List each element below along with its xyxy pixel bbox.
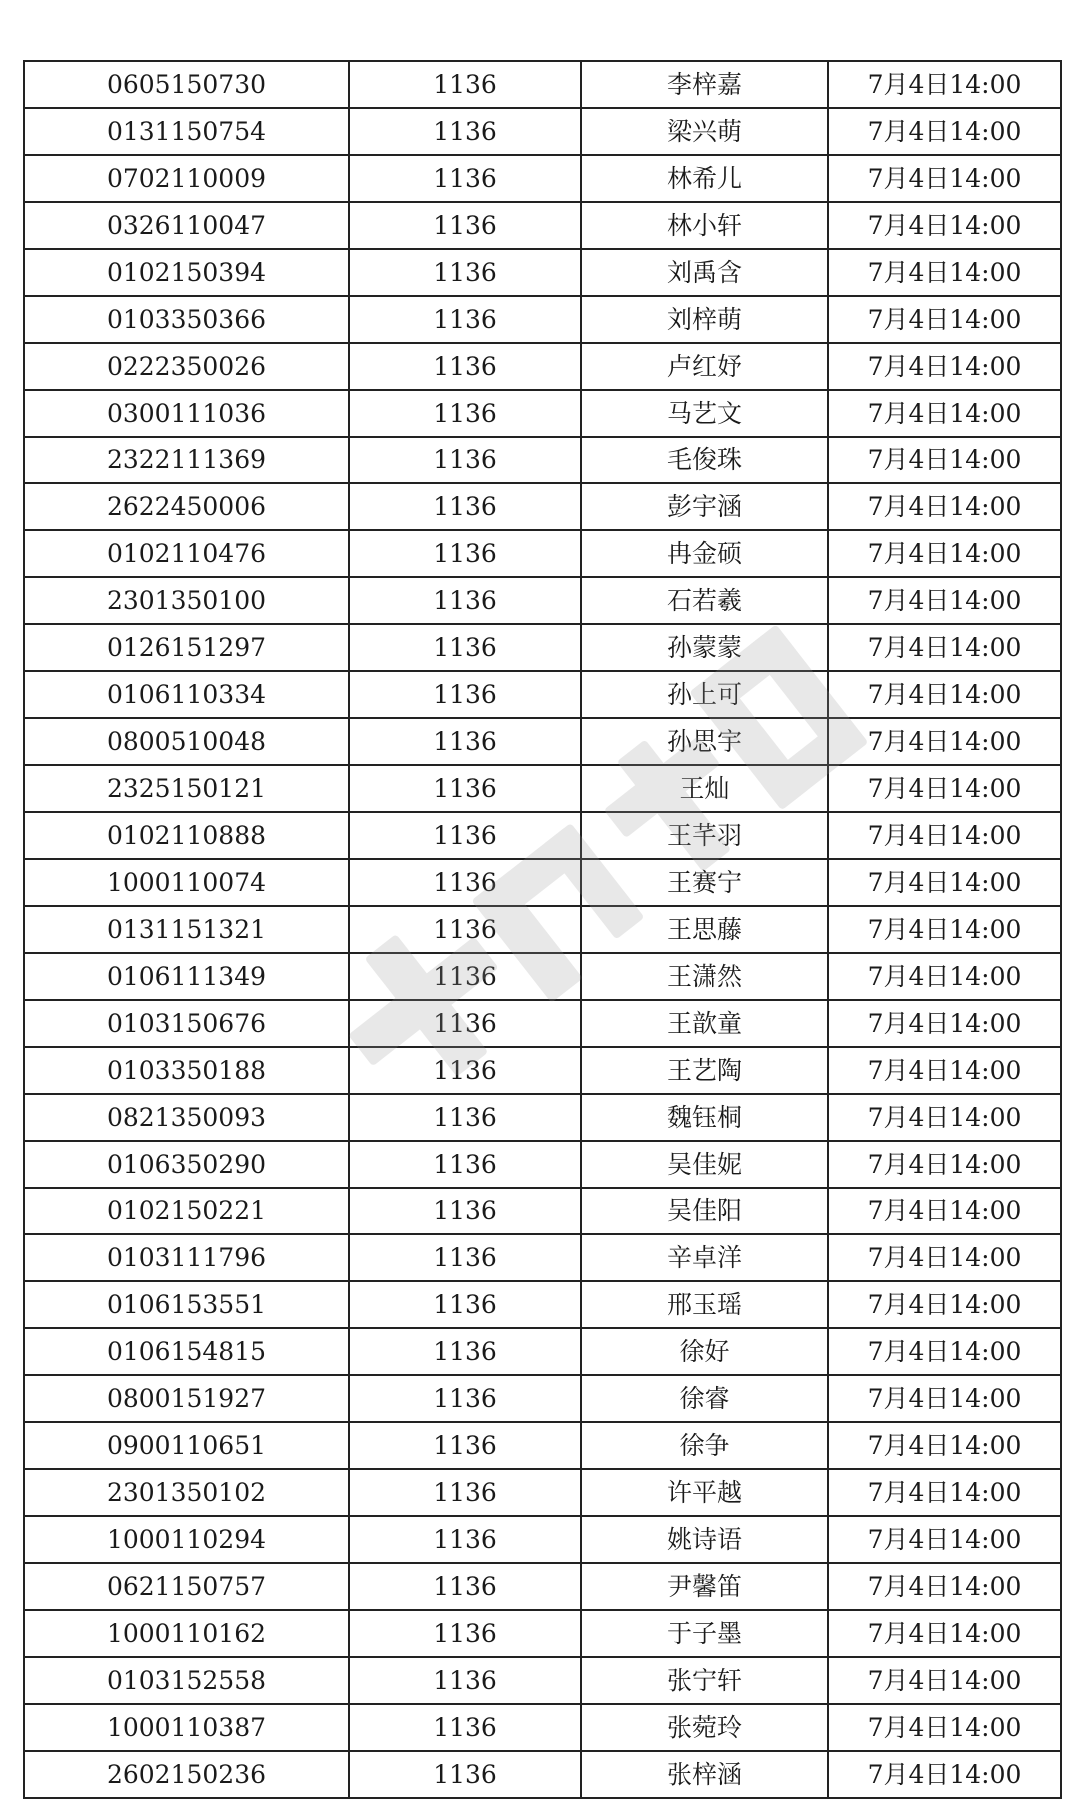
table-row <box>24 1281 1061 1328</box>
exam-id-cell: 0103150676 <box>24 1000 349 1047</box>
code-cell: 1136 <box>349 718 581 765</box>
table-row <box>24 1422 1061 1469</box>
code-cell: 1136 <box>349 812 581 859</box>
table-row <box>24 812 1061 859</box>
name-cell: 冉金硕 <box>581 530 828 577</box>
name-cell: 吴佳妮 <box>581 1141 828 1188</box>
name-cell: 王歆童 <box>581 1000 828 1047</box>
code-cell: 1136 <box>349 61 581 108</box>
code-cell: 1136 <box>349 1563 581 1610</box>
name-cell: 张宁轩 <box>581 1657 828 1704</box>
exam-id-cell: 0126151297 <box>24 624 349 671</box>
code-cell: 1136 <box>349 1047 581 1094</box>
name-cell: 孙上可 <box>581 671 828 718</box>
name-cell: 徐好 <box>581 1328 828 1375</box>
code-cell: 1136 <box>349 249 581 296</box>
name-cell: 林小轩 <box>581 202 828 249</box>
time-cell: 7月4日14:00 <box>828 249 1061 296</box>
name-cell: 卢红妤 <box>581 343 828 390</box>
exam-id-cell: 0106350290 <box>24 1141 349 1188</box>
exam-id-cell: 0621150757 <box>24 1563 349 1610</box>
time-cell: 7月4日14:00 <box>828 577 1061 624</box>
name-cell: 于子墨 <box>581 1610 828 1657</box>
exam-id-cell: 1000110294 <box>24 1516 349 1563</box>
table-row <box>24 1704 1061 1751</box>
name-cell: 辛卓洋 <box>581 1234 828 1281</box>
exam-id-cell: 2325150121 <box>24 765 349 812</box>
time-cell: 7月4日14:00 <box>828 906 1061 953</box>
exam-id-cell: 2322111369 <box>24 437 349 484</box>
table-row <box>24 1469 1061 1516</box>
code-cell: 1136 <box>349 1704 581 1751</box>
table-row <box>24 1375 1061 1422</box>
table-row <box>24 1000 1061 1047</box>
time-cell: 7月4日14:00 <box>828 765 1061 812</box>
time-cell: 7月4日14:00 <box>828 61 1061 108</box>
table-row <box>24 1516 1061 1563</box>
exam-id-cell: 0103152558 <box>24 1657 349 1704</box>
time-cell: 7月4日14:00 <box>828 202 1061 249</box>
time-cell: 7月4日14:00 <box>828 1704 1061 1751</box>
exam-id-cell: 1000110074 <box>24 859 349 906</box>
table-row <box>24 202 1061 249</box>
exam-id-cell: 0106154815 <box>24 1328 349 1375</box>
code-cell: 1136 <box>349 1000 581 1047</box>
time-cell: 7月4日14:00 <box>828 953 1061 1000</box>
name-cell: 孙蒙蒙 <box>581 624 828 671</box>
exam-id-cell: 0102110888 <box>24 812 349 859</box>
exam-id-cell: 0131151321 <box>24 906 349 953</box>
table-row <box>24 624 1061 671</box>
name-cell: 孙思宇 <box>581 718 828 765</box>
name-cell: 王芊羽 <box>581 812 828 859</box>
time-cell: 7月4日14:00 <box>828 1657 1061 1704</box>
name-cell: 林希儿 <box>581 155 828 202</box>
exam-id-cell: 0131150754 <box>24 108 349 155</box>
time-cell: 7月4日14:00 <box>828 530 1061 577</box>
code-cell: 1136 <box>349 1610 581 1657</box>
roster-body <box>24 61 1061 1798</box>
table-row <box>24 61 1061 108</box>
name-cell: 王潇然 <box>581 953 828 1000</box>
exam-id-cell: 0326110047 <box>24 202 349 249</box>
exam-id-cell: 0800151927 <box>24 1375 349 1422</box>
name-cell: 尹馨笛 <box>581 1563 828 1610</box>
table-row <box>24 1234 1061 1281</box>
time-cell: 7月4日14:00 <box>828 1751 1061 1798</box>
name-cell: 刘禹含 <box>581 249 828 296</box>
name-cell: 徐睿 <box>581 1375 828 1422</box>
time-cell: 7月4日14:00 <box>828 1094 1061 1141</box>
table-row <box>24 718 1061 765</box>
time-cell: 7月4日14:00 <box>828 108 1061 155</box>
code-cell: 1136 <box>349 390 581 437</box>
time-cell: 7月4日14:00 <box>828 1234 1061 1281</box>
code-cell: 1136 <box>349 108 581 155</box>
code-cell: 1136 <box>349 1516 581 1563</box>
table-row <box>24 108 1061 155</box>
exam-id-cell: 0102150394 <box>24 249 349 296</box>
time-cell: 7月4日14:00 <box>828 1610 1061 1657</box>
code-cell: 1136 <box>349 1094 581 1141</box>
table-row <box>24 296 1061 343</box>
exam-id-cell: 0821350093 <box>24 1094 349 1141</box>
code-cell: 1136 <box>349 1234 581 1281</box>
code-cell: 1136 <box>349 437 581 484</box>
name-cell: 姚诗语 <box>581 1516 828 1563</box>
exam-id-cell: 0103111796 <box>24 1234 349 1281</box>
table-row <box>24 953 1061 1000</box>
name-cell: 许平越 <box>581 1469 828 1516</box>
time-cell: 7月4日14:00 <box>828 1469 1061 1516</box>
code-cell: 1136 <box>349 530 581 577</box>
time-cell: 7月4日14:00 <box>828 671 1061 718</box>
exam-id-cell: 2602150236 <box>24 1751 349 1798</box>
table-row <box>24 390 1061 437</box>
exam-id-cell: 0222350026 <box>24 343 349 390</box>
table-row <box>24 1047 1061 1094</box>
exam-id-cell: 0103350366 <box>24 296 349 343</box>
table-row <box>24 906 1061 953</box>
code-cell: 1136 <box>349 155 581 202</box>
name-cell: 徐争 <box>581 1422 828 1469</box>
exam-id-cell: 0106110334 <box>24 671 349 718</box>
name-cell: 王赛宁 <box>581 859 828 906</box>
exam-id-cell: 2622450006 <box>24 483 349 530</box>
name-cell: 魏钰桐 <box>581 1094 828 1141</box>
table-row <box>24 1610 1061 1657</box>
code-cell: 1136 <box>349 671 581 718</box>
exam-id-cell: 2301350102 <box>24 1469 349 1516</box>
code-cell: 1136 <box>349 1141 581 1188</box>
name-cell: 毛俊珠 <box>581 437 828 484</box>
name-cell: 王思藤 <box>581 906 828 953</box>
table-row <box>24 483 1061 530</box>
time-cell: 7月4日14:00 <box>828 343 1061 390</box>
time-cell: 7月4日14:00 <box>828 859 1061 906</box>
time-cell: 7月4日14:00 <box>828 1328 1061 1375</box>
code-cell: 1136 <box>349 624 581 671</box>
code-cell: 1136 <box>349 1751 581 1798</box>
code-cell: 1136 <box>349 577 581 624</box>
time-cell: 7月4日14:00 <box>828 1000 1061 1047</box>
name-cell: 吴佳阳 <box>581 1188 828 1235</box>
code-cell: 1136 <box>349 483 581 530</box>
table-row <box>24 1141 1061 1188</box>
code-cell: 1136 <box>349 953 581 1000</box>
exam-id-cell: 1000110162 <box>24 1610 349 1657</box>
exam-id-cell: 0106153551 <box>24 1281 349 1328</box>
name-cell: 邢玉瑶 <box>581 1281 828 1328</box>
time-cell: 7月4日14:00 <box>828 1281 1061 1328</box>
table-row <box>24 577 1061 624</box>
code-cell: 1136 <box>349 1375 581 1422</box>
table-row <box>24 155 1061 202</box>
table-row <box>24 530 1061 577</box>
table-row <box>24 1328 1061 1375</box>
exam-id-cell: 1000110387 <box>24 1704 349 1751</box>
name-cell: 梁兴萌 <box>581 108 828 155</box>
code-cell: 1136 <box>349 202 581 249</box>
table-row <box>24 1657 1061 1704</box>
exam-id-cell: 0900110651 <box>24 1422 349 1469</box>
table-row <box>24 249 1061 296</box>
name-cell: 张菀玲 <box>581 1704 828 1751</box>
time-cell: 7月4日14:00 <box>828 624 1061 671</box>
time-cell: 7月4日14:00 <box>828 718 1061 765</box>
code-cell: 1136 <box>349 1188 581 1235</box>
exam-id-cell: 0102150221 <box>24 1188 349 1235</box>
table-row <box>24 343 1061 390</box>
exam-id-cell: 0106111349 <box>24 953 349 1000</box>
time-cell: 7月4日14:00 <box>828 483 1061 530</box>
time-cell: 7月4日14:00 <box>828 1422 1061 1469</box>
name-cell: 张梓涵 <box>581 1751 828 1798</box>
name-cell: 李梓嘉 <box>581 61 828 108</box>
code-cell: 1136 <box>349 343 581 390</box>
table-row <box>24 1188 1061 1235</box>
time-cell: 7月4日14:00 <box>828 812 1061 859</box>
time-cell: 7月4日14:00 <box>828 1047 1061 1094</box>
name-cell: 马艺文 <box>581 390 828 437</box>
time-cell: 7月4日14:00 <box>828 390 1061 437</box>
table-row <box>24 671 1061 718</box>
time-cell: 7月4日14:00 <box>828 1516 1061 1563</box>
table-row <box>24 1751 1061 1798</box>
table-row <box>24 1094 1061 1141</box>
code-cell: 1136 <box>349 859 581 906</box>
code-cell: 1136 <box>349 296 581 343</box>
code-cell: 1136 <box>349 765 581 812</box>
exam-id-cell: 0702110009 <box>24 155 349 202</box>
name-cell: 王艺陶 <box>581 1047 828 1094</box>
time-cell: 7月4日14:00 <box>828 437 1061 484</box>
time-cell: 7月4日14:00 <box>828 1141 1061 1188</box>
code-cell: 1136 <box>349 906 581 953</box>
exam-id-cell: 0300111036 <box>24 390 349 437</box>
exam-id-cell: 2301350100 <box>24 577 349 624</box>
name-cell: 彭宇涵 <box>581 483 828 530</box>
time-cell: 7月4日14:00 <box>828 1375 1061 1422</box>
code-cell: 1136 <box>349 1281 581 1328</box>
name-cell: 刘梓萌 <box>581 296 828 343</box>
time-cell: 7月4日14:00 <box>828 1563 1061 1610</box>
table-row <box>24 437 1061 484</box>
code-cell: 1136 <box>349 1328 581 1375</box>
exam-id-cell: 0605150730 <box>24 61 349 108</box>
code-cell: 1136 <box>349 1422 581 1469</box>
exam-id-cell: 0800510048 <box>24 718 349 765</box>
table-row <box>24 1563 1061 1610</box>
code-cell: 1136 <box>349 1657 581 1704</box>
exam-id-cell: 0102110476 <box>24 530 349 577</box>
name-cell: 石若羲 <box>581 577 828 624</box>
roster-table <box>23 60 1062 1799</box>
code-cell: 1136 <box>349 1469 581 1516</box>
time-cell: 7月4日14:00 <box>828 155 1061 202</box>
table-row <box>24 765 1061 812</box>
time-cell: 7月4日14:00 <box>828 296 1061 343</box>
name-cell: 王灿 <box>581 765 828 812</box>
time-cell: 7月4日14:00 <box>828 1188 1061 1235</box>
exam-id-cell: 0103350188 <box>24 1047 349 1094</box>
table-row <box>24 859 1061 906</box>
